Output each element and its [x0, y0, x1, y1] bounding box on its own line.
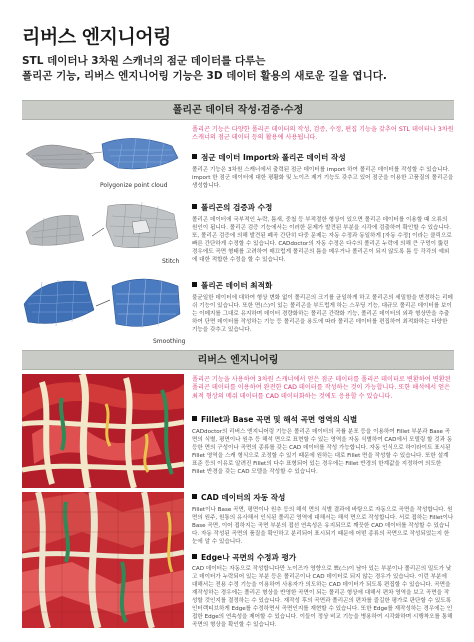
- reverse-engineering-image-2: [22, 492, 184, 628]
- caption-smoothing: Smoothing: [153, 338, 186, 345]
- subtitle-line-2: 폴리곤 기능, 리버스 엔지니어링 기능은 3D 데이터 활용의 새로운 길을 엽니다.: [22, 70, 387, 82]
- section2-heading-3: [192, 552, 296, 563]
- bullet-square-icon: [192, 494, 197, 499]
- heading-text: Fillet과 Base 곡면 및 해석 곡면 영역의 식별: [201, 415, 358, 424]
- heading-text: 폴리곤 데이터 최적화: [201, 281, 273, 290]
- section1-body-1: 폴리곤 기능은 3차원 스캐너에서 출력된 점군 데이터를 import 하여 폴리곤 데이터를 작성할 수 있습니다. import 한 점군 데이터에 대한 평활화 및 노이즈 제거 기능도 갖추고 있어 점군을 이용한 고품질의 폴리곤을 생성합니다.: [192, 167, 454, 189]
- section2-heading-1: [192, 414, 357, 425]
- section-header-label: 폴리곤 데이터 작성·검증·수정: [172, 105, 304, 116]
- heading-text: Edge나 곡면의 수정과 평가: [201, 553, 297, 562]
- section2-intro: 폴리곤 기능을 사용하여 3차원 스캐너에서 얻은 점군 데이터를 폴리곤 데이터로 변환하여 변환된 폴리곤 데이터를 이용하여 완전한 CAD 데이터를 작성하는 것이 가능합니다. 또한 해석에서 얻은 최적 형상의 메쉬 데이터를 CAD 데이터화하는 것에도 응용할 수 있습니다.: [192, 376, 451, 400]
- section1-body-2: 폴리곤 데이터에 국부적인 누락, 틈새, 중첩 등 부적절한 형상이 있으면 폴리곤 데이터를 이용할 때 오류의 원인이 됩니다. 폴리곤 검증 기능에서는 이러한 문제가 발견된 부분을 시각에 검출하여 확인할 수 있습니다. 또, 폴리곤 검증에 의해 발견된 폐곡 간단히 다중 문제는 자동 수정과 동일하게 [자동 수정] 이라는 클릭으로 빠른 간단하게 수정할 수 있습니다. CADdoctor의 자동 수정은 다수의 폴리곤 누락에 의해 큰 구멍이 뚫린 경우에도 곡면 형태를 고려하여 매끄럽게 폴리곤의 틈을 메우거나 폴리곤이 되지 않도록 틈 등 각각의 예외에 대한 적합한 수정을 할 수 있습니다.: [192, 217, 452, 263]
- caption-stitch: Stitch: [162, 258, 180, 265]
- section2-heading-2: [192, 492, 285, 503]
- smoothing-image: [22, 270, 182, 336]
- heading-text: 폴리곤의 검증과 수정: [201, 203, 273, 212]
- caption-polygonize: Polygonize point cloud: [100, 182, 168, 189]
- stitch-image: [22, 192, 182, 256]
- section1-intro: 폴리곤 기능은 다양한 폴리곤 데이터의 작성, 검증, 수정, 편집 기능을 갖추어 STL 데이터나 3차원 스캐너의 점군 데이터 등의 활용에 사용됩니다.: [192, 126, 454, 142]
- section-header-polygon: [22, 100, 454, 120]
- section2-body-3: CAD 데이터는 자동으로 작성합니다만 노이즈가 영향으로 뾰(스)이 남아 있는 부분이나 폴리곤의 밀도가 낮고 데이터가 누락되어 있는 부분 등은 폴리곤이나 CAD 데이터로 되지 않는 경우가 있습니다. 이런 부분에 대해서는 전용 수정 기능을 이용하여 사용자가 의도하는 CAD 데이터가 되도록 편집할 수 있습니다. 곡면을 재작성하는 경우에는 폴리곤 형상을 반영한 곡면이 되는 폴리곤 형상에 대해서 편차 영역을 보고 곡면을 작성할 것인지를 결정하는 수 있습니다. 재작성 후의 곡면과 폴리곤의 편차를 즐길한 평가로 판단할 수 있도록 인터랙티브하게 Edge를 수정하면서 곡면인지를 재현할 수 있습니다. 또한 Edge를 재작성하는 경우에는 인접한 Edge의 연속성을 제어할 수 있습니다. 이들이 정상 비교 기능을 병용하여 시각화하며 시행착오를 통해 곡면의 형상을 확인할 수 있습니다.: [192, 566, 453, 628]
- section1-body-3: 불균일한 데이터에 대하여 형상 변화 없이 폴리곤의 크기를 균일하게 하고 폴리곤의 세밀함을 변경하는 리메쉬 기능이 있습니다. 또한 면(스)이 있는 폴리곤을 부드럽게 하는 스무딩 기능, 대규모 폴리곤 데이터를 보이는 이메지를 그대로 유지하며 데이터 경량화하는 폴리곤 간략화 기능, 폴리곤 데이터의 외곽 형상만을 추출하여 단면 데이터를 작성하는 기능 등 폴리곤을 용도에 따라 폴리곤 데이터를 편집하여 최적화하는 다양한 기능을 갖추고 있습니다.: [192, 295, 453, 333]
- section1-heading-3: [192, 280, 272, 291]
- heading-text: 점군 데이터 Import와 폴리곤 데이터 작성: [201, 153, 346, 162]
- reverse-engineering-image-1: [22, 374, 184, 488]
- bullet-square-icon: [192, 282, 197, 287]
- bullet-square-icon: [192, 554, 197, 559]
- section2-body-1: CADdoctor의 리버스 엔지니어링 기능은 폴리곤 데이터의 곡률 분포 등을 이용하여 Fillet 부분과 Base 곡면의 식별, 평면이나 원추 등 해석 면으로 표현할 수 있는 영역을 자동 식별하여 CAD에서 모델링 할 것과 동등한 면의 구성이나 곡면의 종류를 갖는 CAD 데이터를 작성 가능합니다. 자동 인식으로 하이라이트 표시된 Fillet 영역을 스캐 형식으로 조정할 수 있기 때문에 원하는 대로 Fillet 면을 작성할 수 있습니다. 또한 설계 표준 등의 이유로 알려진 Fillet의 다수 표형되어 있는 경우에는 Fillet 반경의 한계값을 지정하여 의도한 Fillet 반경을 갖는 CAD 모델을 작성할 수 있습니다.: [192, 429, 453, 475]
- section-header-reverse: [22, 350, 454, 370]
- section1-heading-2: [192, 202, 272, 213]
- section-header-label: 리버스 엔지니어링: [197, 355, 279, 366]
- polygonize-image: [22, 124, 182, 180]
- bullet-square-icon: [192, 204, 197, 209]
- page-subtitle: [22, 54, 462, 84]
- bullet-square-icon: [192, 416, 197, 421]
- heading-text: CAD 데이터의 자동 작성: [201, 493, 286, 502]
- page-title: 리버스 엔지니어링: [22, 26, 171, 48]
- section1-heading-1: [192, 152, 346, 163]
- bullet-square-icon: [192, 154, 197, 159]
- subtitle-line-1: STL 데이터나 3차원 스캐너의 점군 데이터를 다루는: [22, 55, 266, 67]
- section2-body-2: Fillet이나 Base 곡면, 평면이나 원추 등의 해석 면의 식별 결과에 바탕으로 자동으로 곡면을 작성합니다. 원면의 원주, 원통의 유사해서 인식된 폴리곤 영역에 대해서는 해석 면으로 작성합니다. 서로 접하는 Fillet이나 Base 곡면, 이어 접하지는 곡면 부분의 접선 연속성은 유지되므로 깨끗한 CAD 데이터를 작성할 수 있습니다. 자동 작성된 곡면의 품질을 확인하고 분리되어 표시되기 때문에 어떤 종류의 곡면으로 작성되었는지 한눈에 알 수 있습니다.: [192, 507, 454, 545]
